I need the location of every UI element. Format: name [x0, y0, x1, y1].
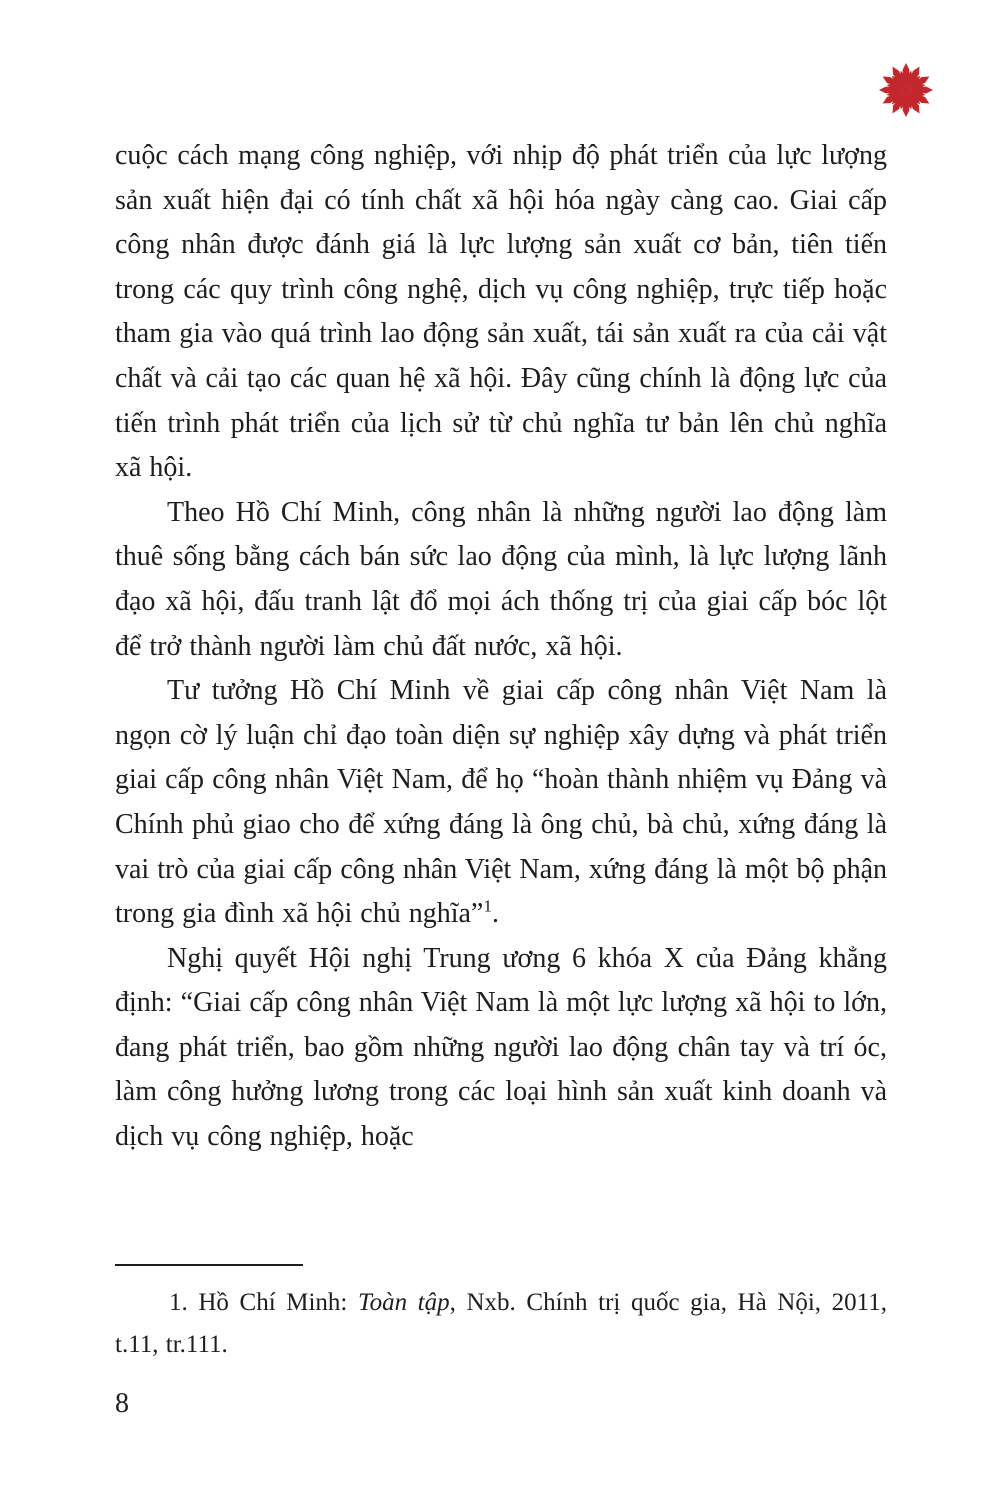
footnote-section [115, 1264, 887, 1366]
footnote-rest: , Nxb. Chính trị quốc gia, Hà Nội, 2011, t.11, tr.111. [115, 1289, 887, 1358]
paragraph-3 [115, 669, 887, 937]
footnote-work-title: Toàn tập [357, 1289, 450, 1316]
publisher-logo [876, 60, 936, 120]
paragraph-3-text: Tư tưởng Hồ Chí Minh về giai cấp công nhân Việt Nam là ngọn cờ lý luận chỉ đạo toàn diện sự nghiệp xây dựng và phát triển giai cấp công nhân Việt Nam, để họ “hoàn thành nhiệm vụ Đảng và Chính phủ giao cho để xứng đáng là ông chủ, bà chủ, xứng đáng là vai trò của giai cấp công nhân Việt Nam, xứng đáng là một bộ phận trong gia đình xã hội chủ nghĩa” [115, 675, 887, 930]
paragraph-2-text: Theo Hồ Chí Minh, công nhân là những người lao động làm thuê sống bằng cách bán sức lao động của mình, là lực lượng lãnh đạo xã hội, đấu tranh lật đổ mọi ách thống trị của giai cấp bóc lột để trở thành người làm chủ đất nước, xã hội. [115, 496, 887, 662]
paragraph-1 [115, 134, 887, 491]
page-number: 8 [115, 1388, 129, 1419]
publisher-emblem-icon [876, 60, 936, 120]
paragraph-4-text: Nghị quyết Hội nghị Trung ương 6 khóa X của Đảng khẳng định: “Giai cấp công nhân Việt Nam là một lực lượng xã hội to lớn, đang phát triển, bao gồm những người lao động chân tay và trí óc, làm công hưởng lương trong các loại hình sản xuất kinh doanh và dịch vụ công nghiệp, hoặc [115, 942, 887, 1153]
paragraph-4 [115, 937, 887, 1160]
footnote-reference-marker: 1 [483, 896, 493, 916]
paragraph-1-text: cuộc cách mạng công nghiệp, với nhịp độ phát triển của lực lượng sản xuất hiện đại có tính chất xã hội hóa ngày càng cao. Giai cấp công nhân được đánh giá là lực lượng sản xuất cơ bản, tiên tiến trong các quy trình công nghệ, dịch vụ công nghiệp, trực tiếp hoặc tham gia vào quá trình lao động sản xuất, tái sản xuất ra của cải vật chất và cải tạo các quan hệ xã hội. Đây cũng chính là động lực của tiến trình phát triển của lịch sử từ chủ nghĩa tư bản lên chủ nghĩa xã hội. [115, 140, 887, 484]
paragraph-2 [115, 491, 887, 669]
footnote [115, 1282, 887, 1366]
body-text [115, 134, 887, 1160]
footnote-prefix: 1. Hồ Chí Minh: [169, 1289, 358, 1316]
paragraph-3-closing: . [492, 898, 500, 930]
footnote-separator-rule [115, 1264, 303, 1266]
